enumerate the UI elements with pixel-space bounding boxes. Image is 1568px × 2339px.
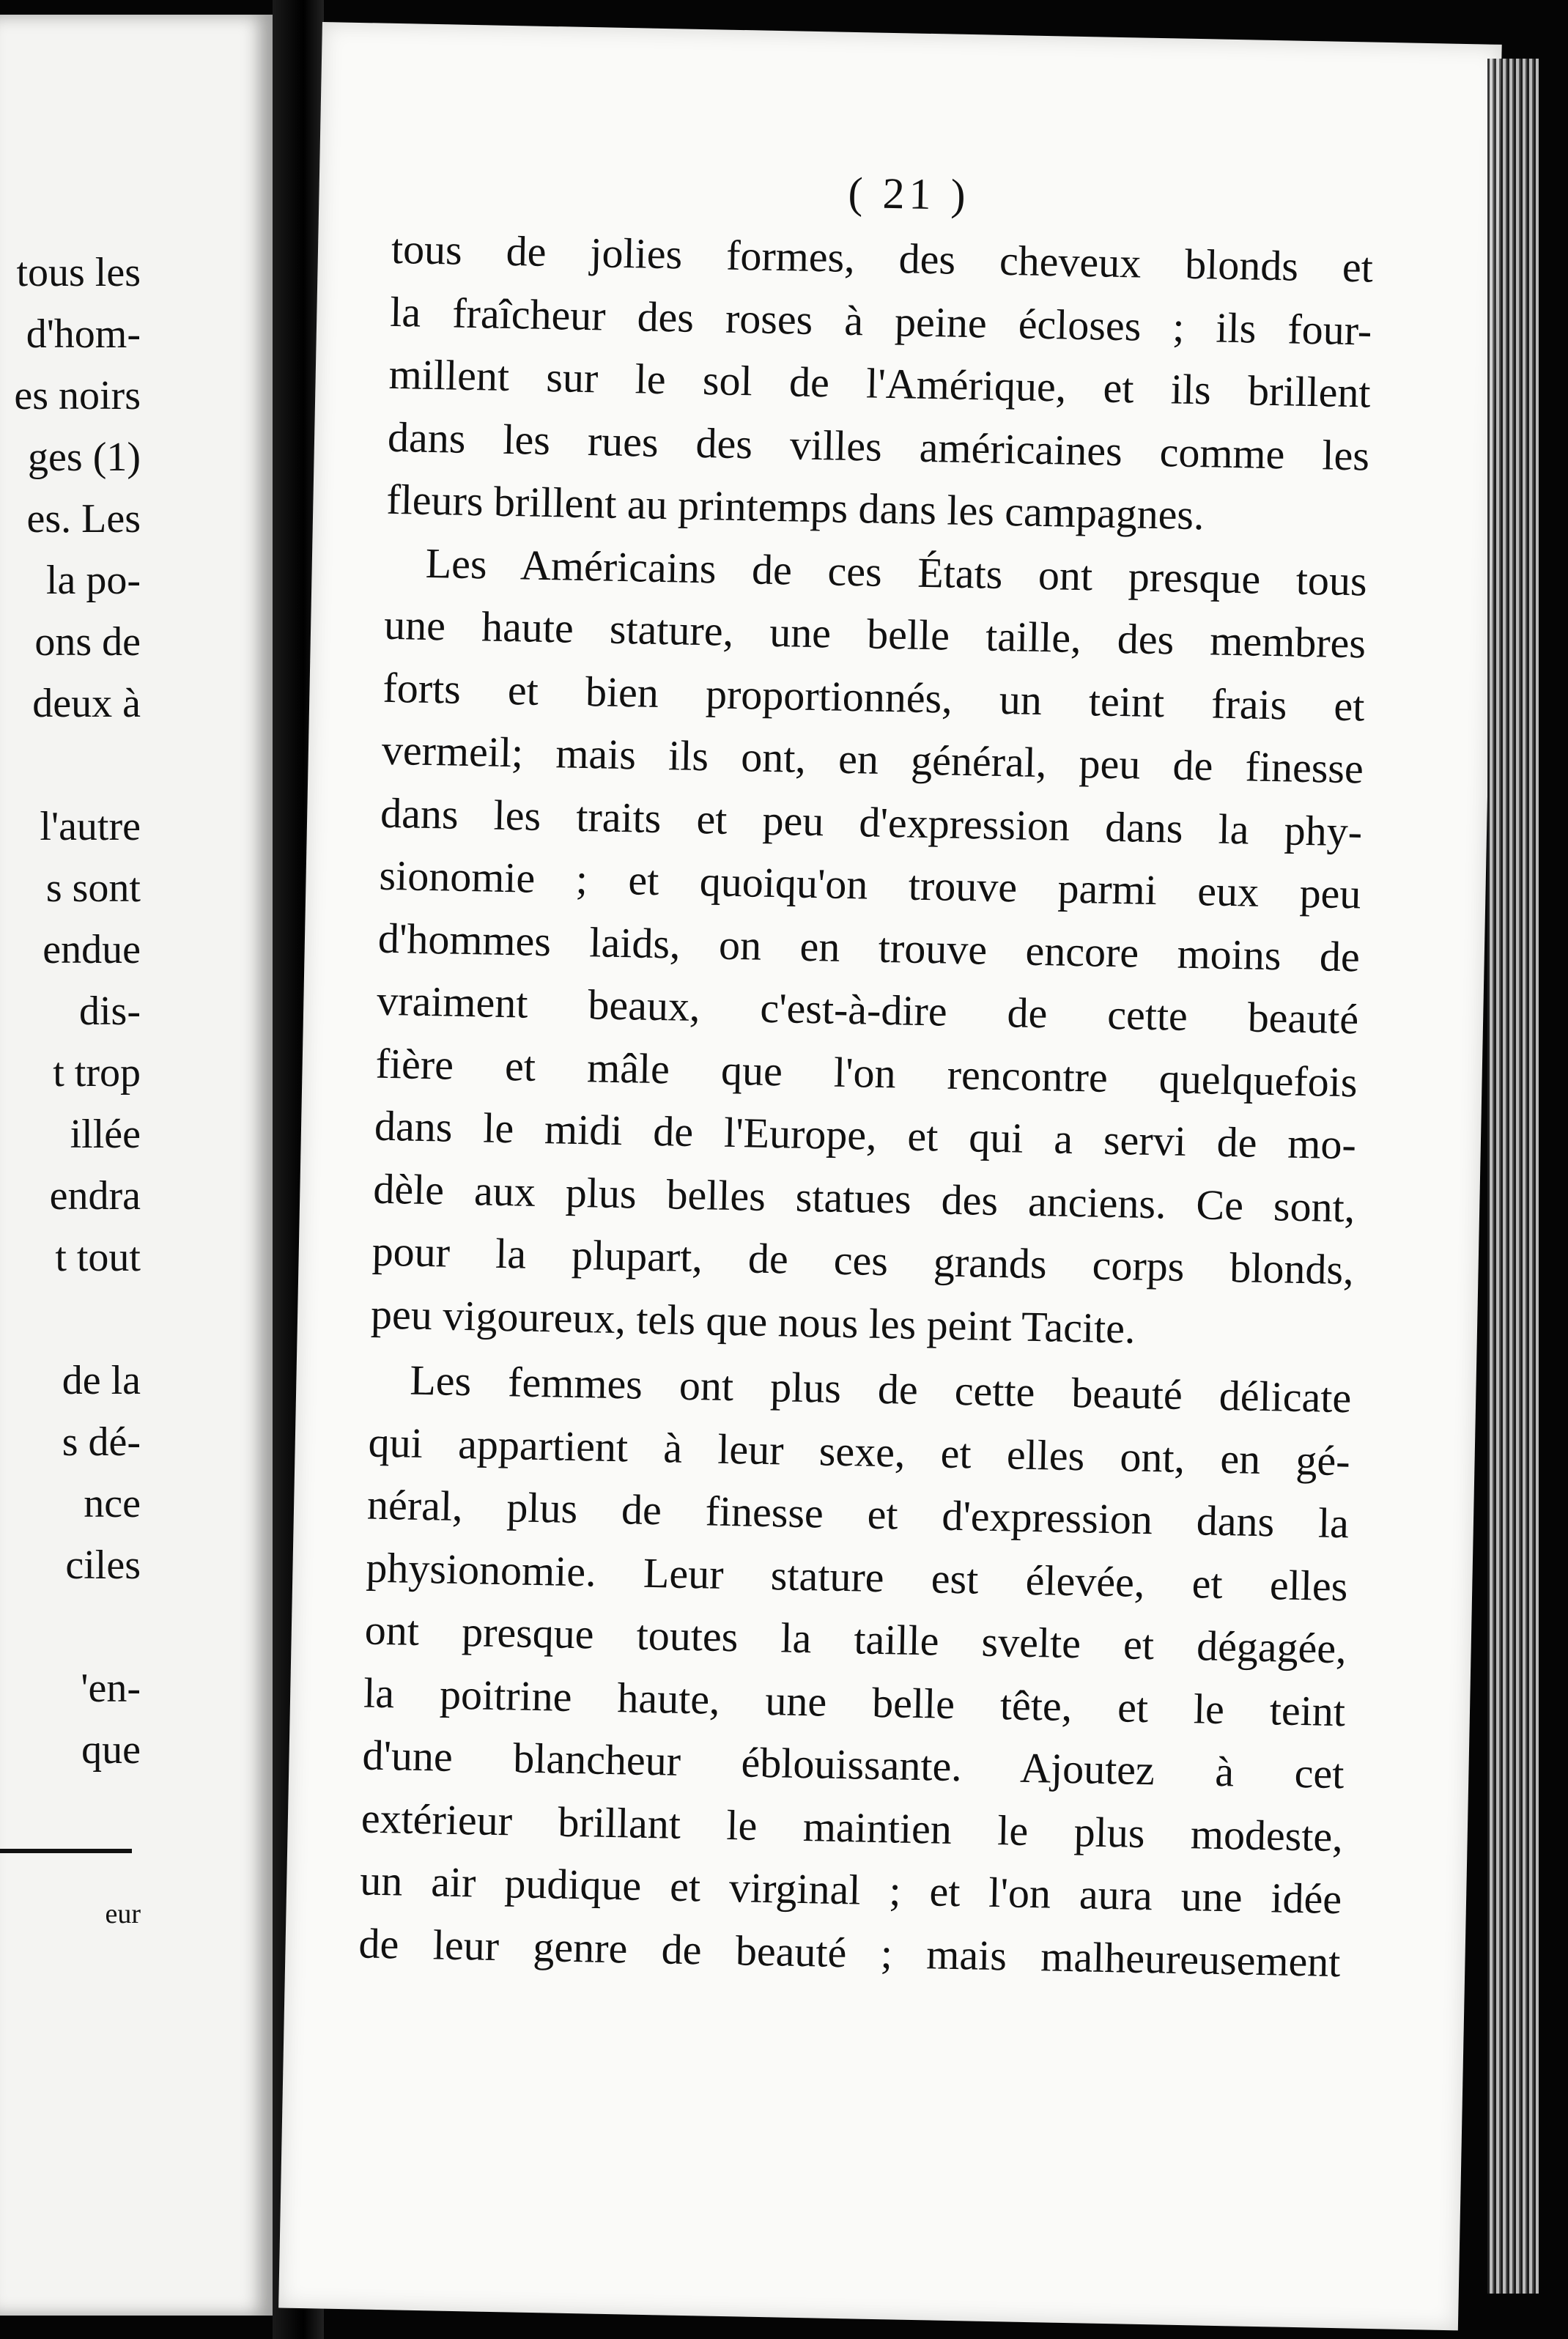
text-line: vraiment beaux, c'est-à-dire de cette beauté xyxy=(376,976,1359,1043)
text-line: forts et bien proportionnés, un teint frais et xyxy=(382,663,1365,730)
page-edges xyxy=(1487,59,1539,2294)
left-page xyxy=(0,15,273,2316)
left-line: t tout xyxy=(55,1235,141,1280)
left-line: 'en- xyxy=(81,1666,141,1711)
left-line: es noirs xyxy=(14,373,141,418)
text-line: vermeil; mais ils ont, en général, peu de finesse xyxy=(381,725,1364,793)
left-line: es. Les xyxy=(26,496,141,542)
text-line: peu vigoureux, tels que nous les peint Tacite. xyxy=(370,1290,1136,1353)
text-line: sionomie ; et quoiqu'on trouve parmi eux peu xyxy=(379,851,1362,918)
body-text xyxy=(358,218,1374,1993)
left-line: nce xyxy=(84,1481,141,1526)
text-line: de leur genre de beauté ; mais malheureusement xyxy=(358,1918,1342,1986)
left-line: s dé- xyxy=(62,1419,141,1465)
footnote-rule xyxy=(0,1849,132,1853)
left-line: endra xyxy=(49,1173,141,1219)
text-line: ont presque toutes la taille svelte et dégagée, xyxy=(364,1605,1347,1673)
text-line: physionomie. Leur stature est élevée, et elles xyxy=(365,1543,1348,1610)
text-line: la fraîcheur des roses à peine écloses ; ils four- xyxy=(389,287,1372,355)
left-line: d'hom- xyxy=(26,311,141,357)
left-line: s sont xyxy=(45,865,141,911)
text-line: la poitrine haute, une belle tête, et le teint xyxy=(363,1669,1346,1735)
right-page xyxy=(278,22,1502,2330)
left-line: illée xyxy=(70,1112,141,1157)
text-line: fière et mâle que l'on rencontre quelquefois xyxy=(375,1039,1358,1106)
left-line: dis- xyxy=(79,989,141,1034)
left-line: t trop xyxy=(53,1050,141,1095)
left-line: la po- xyxy=(45,558,141,603)
text-line: néral, plus de finesse et d'expression dans la xyxy=(366,1480,1350,1548)
text-line: fleurs brillent au printemps dans les campagnes. xyxy=(385,475,1205,539)
text-line: millent sur le sol de l'Amérique, et ils brillent xyxy=(388,350,1372,417)
text-line: pour la plupart, de ces grands corps blonds, xyxy=(371,1227,1355,1294)
left-line: endue xyxy=(42,927,141,972)
left-line: l'autre xyxy=(40,804,141,849)
text-line: dèle aux plus belles statues des anciens. Ce sont, xyxy=(372,1164,1356,1231)
page-number: ( 21 ) xyxy=(848,168,971,220)
left-line: tous les xyxy=(16,250,141,295)
left-footnote: eur xyxy=(105,1899,141,1929)
left-page-text xyxy=(0,242,141,1781)
text-line: dans les traits et peu d'expression dans la phy- xyxy=(380,788,1363,855)
left-line: de la xyxy=(62,1358,141,1403)
left-line: ons de xyxy=(34,619,141,665)
left-line xyxy=(0,1596,141,1658)
text-line: tous de jolies formes, des cheveux blonds et xyxy=(391,224,1374,292)
text-line: d'hommes laids, on en trouve encore moins de xyxy=(377,914,1361,980)
text-line: dans les rues des villes américaines comme les xyxy=(387,413,1370,480)
left-line: que xyxy=(81,1727,141,1773)
text-line: d'une blancheur éblouissante. Ajoutez à cet xyxy=(361,1731,1345,1798)
left-line xyxy=(0,1288,141,1350)
left-line: ges (1) xyxy=(28,435,141,480)
text-line: dans le midi de l'Europe, et qui a servi de mo- xyxy=(374,1101,1357,1169)
text-line: un air pudique et virginal ; et l'on aura une idée xyxy=(359,1856,1342,1924)
text-line: une haute stature, une belle taille, des membres xyxy=(383,600,1367,668)
text-line: Les Américains de ces États ont presque tous xyxy=(425,539,1368,605)
left-line: ciles xyxy=(65,1542,141,1588)
text-line: Les femmes ont plus de cette beauté délicate xyxy=(409,1356,1352,1422)
left-line xyxy=(0,734,141,796)
text-line: extérieur brillant le maintien le plus modeste, xyxy=(360,1793,1344,1861)
left-line: deux à xyxy=(32,681,141,726)
text-line: qui appartient à leur sexe, et elles ont, en gé- xyxy=(368,1418,1351,1485)
